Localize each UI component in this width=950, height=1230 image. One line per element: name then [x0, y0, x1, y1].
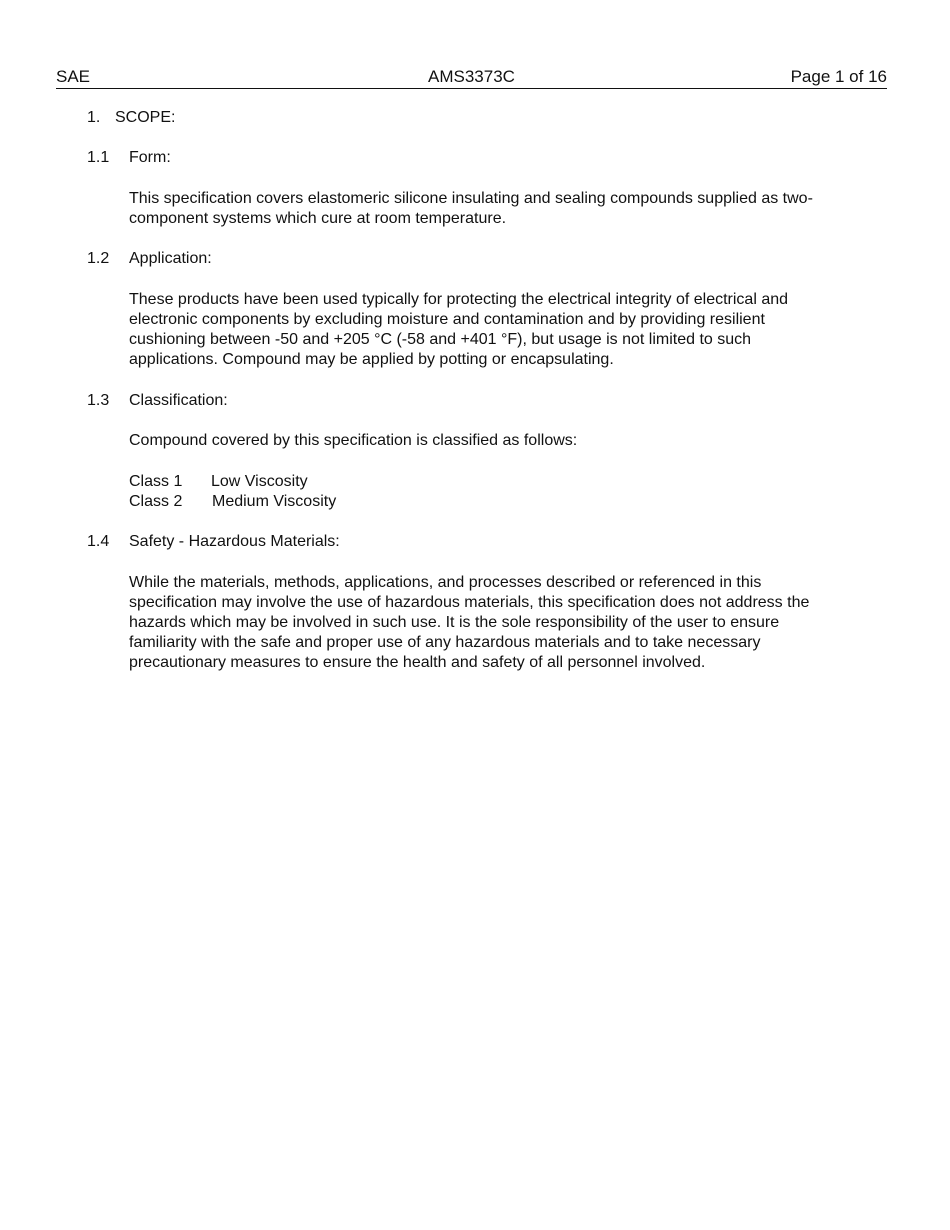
paragraph-line: hazards which may be involved in such use. It is the sole responsibility of the user to ensure: [129, 614, 780, 631]
section-number: 1.3: [87, 392, 110, 409]
class-name: Class 2: [129, 493, 183, 510]
section-title: Form:: [129, 149, 171, 166]
header-org: SAE: [56, 67, 91, 86]
scope-number: 1.: [87, 109, 101, 126]
paragraph-line: specification may involve the use of hazardous materials, this specification does not address the: [129, 594, 810, 611]
header-doc-number: AMS3373C: [428, 67, 515, 86]
paragraph-line: applications. Compound may be applied by potting or encapsulating.: [129, 351, 614, 368]
class-description: Low Viscosity: [211, 473, 308, 490]
scope-title: SCOPE:: [115, 109, 176, 126]
section-number: 1.1: [87, 149, 110, 166]
paragraph-line: These products have been used typically for protecting the electrical integrity of electrical and: [129, 291, 789, 308]
header-page-number: Page 1 of 16: [790, 67, 887, 86]
paragraph-line: electronic components by excluding moisture and contamination and by providing resilient: [129, 311, 765, 328]
paragraph-line: familiarity with the safe and proper use of any hazardous materials and to take necessary: [129, 634, 761, 651]
paragraph-line: This specification covers elastomeric silicone insulating and sealing compounds supplied as two-: [129, 190, 813, 207]
page-header: [56, 66, 887, 89]
paragraph-line: cushioning between -50 and +205 °C (-58 and +401 °F), but usage is not limited to such: [129, 331, 752, 348]
paragraph-line: While the materials, methods, applications, and processes described or referenced in this: [129, 574, 762, 591]
class-name: Class 1: [129, 473, 183, 490]
section-title: Safety - Hazardous Materials:: [129, 533, 340, 550]
section-number: 1.2: [87, 250, 110, 267]
class-description: Medium Viscosity: [212, 493, 337, 510]
paragraph-line: component systems which cure at room temperature.: [129, 210, 507, 227]
paragraph-line: precautionary measures to ensure the health and safety of all personnel involved.: [129, 654, 706, 671]
section-number: 1.4: [87, 533, 110, 550]
paragraph-line: Compound covered by this specification is classified as follows:: [129, 432, 578, 449]
section-title: Application:: [129, 250, 212, 267]
section-title: Classification:: [129, 392, 228, 409]
